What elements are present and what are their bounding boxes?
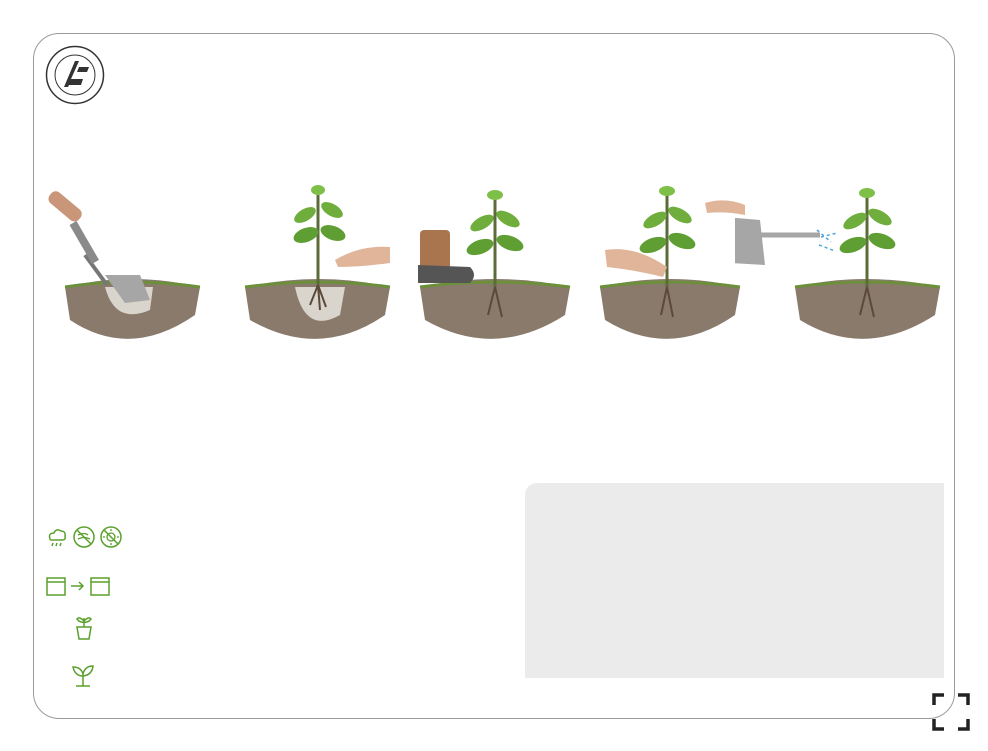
step-3-illustration	[410, 175, 580, 355]
rule-item	[45, 613, 505, 641]
rule-item	[45, 575, 505, 597]
drizzle-icon	[45, 525, 69, 549]
step-5-illustration	[735, 175, 950, 355]
sprout-icon	[70, 662, 96, 688]
step-2-illustration	[240, 175, 410, 355]
rule-text	[125, 662, 505, 665]
no-wind-icon	[72, 525, 96, 549]
rule-item	[45, 525, 505, 549]
no-sun-icon	[99, 525, 123, 549]
rule-item	[45, 662, 505, 688]
expand-corner-icon[interactable]	[932, 693, 970, 731]
tree-group-bottom	[532, 580, 672, 660]
arrow-icon	[70, 575, 86, 597]
step-1-illustration	[45, 175, 215, 355]
logo-seal-icon	[45, 45, 105, 105]
rule-text	[125, 575, 485, 577]
stat-2	[680, 585, 795, 635]
calendar-icon	[89, 575, 111, 597]
tree-group-top	[532, 492, 672, 554]
natural-regeneration-note	[828, 496, 938, 544]
pot-seedling-icon	[73, 613, 95, 641]
calendar-icon	[45, 575, 67, 597]
stat-1	[680, 496, 820, 512]
